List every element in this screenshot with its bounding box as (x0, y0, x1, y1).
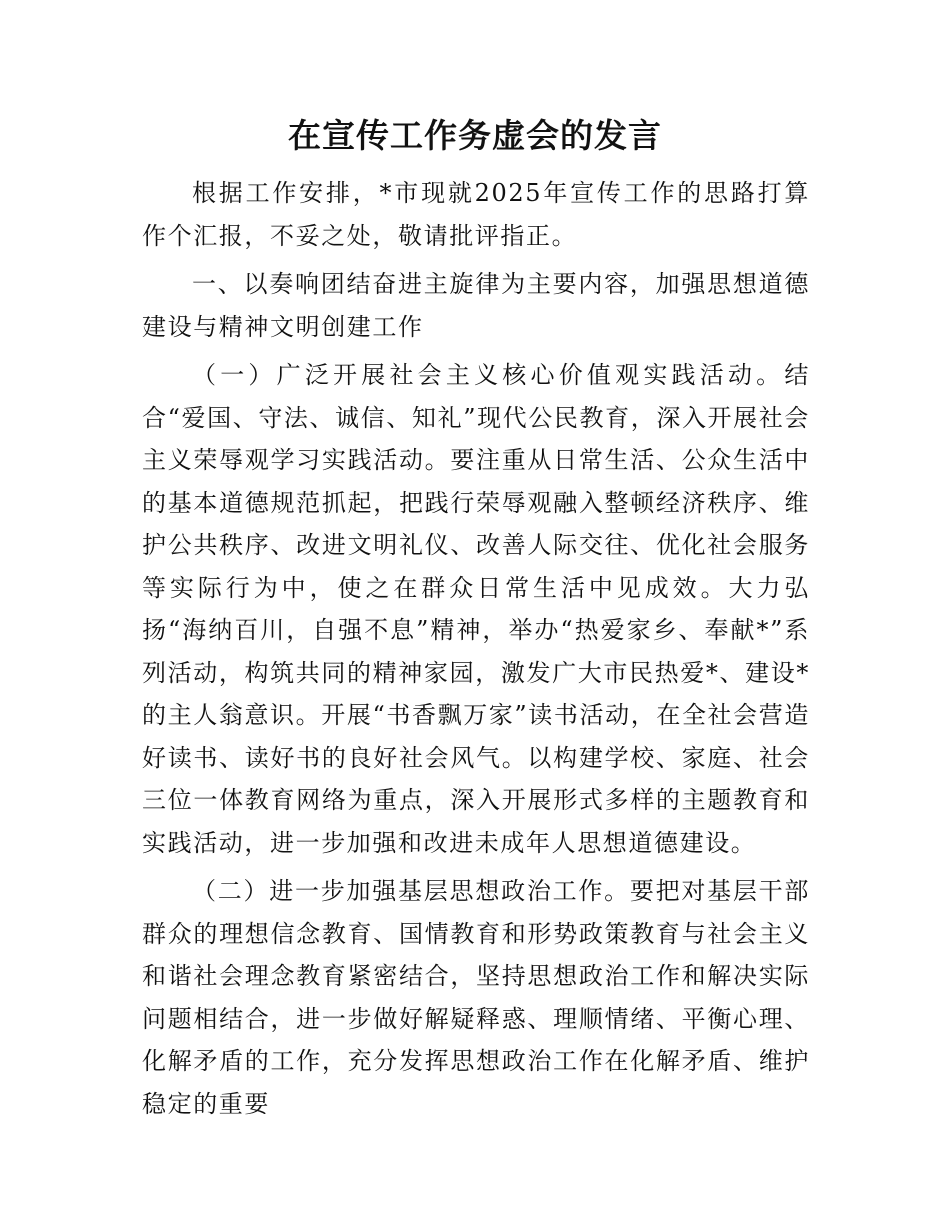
paragraph-subsection-2: （二）进一步加强基层思想政治工作。要把对基层干部群众的理想信念教育、国情教育和形势政策教育与社会主义和谐社会理念教育紧密结合，坚持思想政治工作和解决实际问题相结合，进一步做好解疑释惑、理顺情绪、平衡心理、化解矛盾的工作，充分发挥思想政治工作在化解矛盾、维护稳定的重要 (142, 877, 810, 1118)
paragraph-subsection-1: （一）广泛开展社会主义核心价值观实践活动。结合“爱国、守法、诚信、知礼”现代公民教育，深入开展社会主义荣辱观学习实践活动。要注重从日常生活、公众生活中的基本道德规范抓起，把践行荣辱观融入整顿经济秩序、维护公共秩序、改进文明礼仪、改善人际交往、优化社会服务等实际行为中，使之在群众日常生活中见成效。大力弘扬“海纳百川，自强不息”精神，举办“热爱家乡、奉献*”系列活动，构筑共同的精神家园，激发广大市民热爱*、建设*的主人翁意识。开展“书香飘万家”读书活动，在全社会营造好读书、读好书的良好社会风气。以构建学校、家庭、社会三位一体教育网络为重点，深入开展形式多样的主题教育和实践活动，进一步加强和改进未成年人思想道德建设。 (142, 361, 810, 857)
paragraph-section-heading-1: 一、以奏响团结奋进主旋律为主要内容，加强思想道德建设与精神文明创建工作 (142, 270, 810, 341)
paragraph-intro: 根据工作安排，*市现就2025年宣传工作的思路打算作个汇报，不妥之处，敬请批评指正。 (142, 179, 810, 250)
document-body (142, 172, 810, 1131)
document-title: 在宣传工作务虚会的发言 (288, 116, 662, 155)
